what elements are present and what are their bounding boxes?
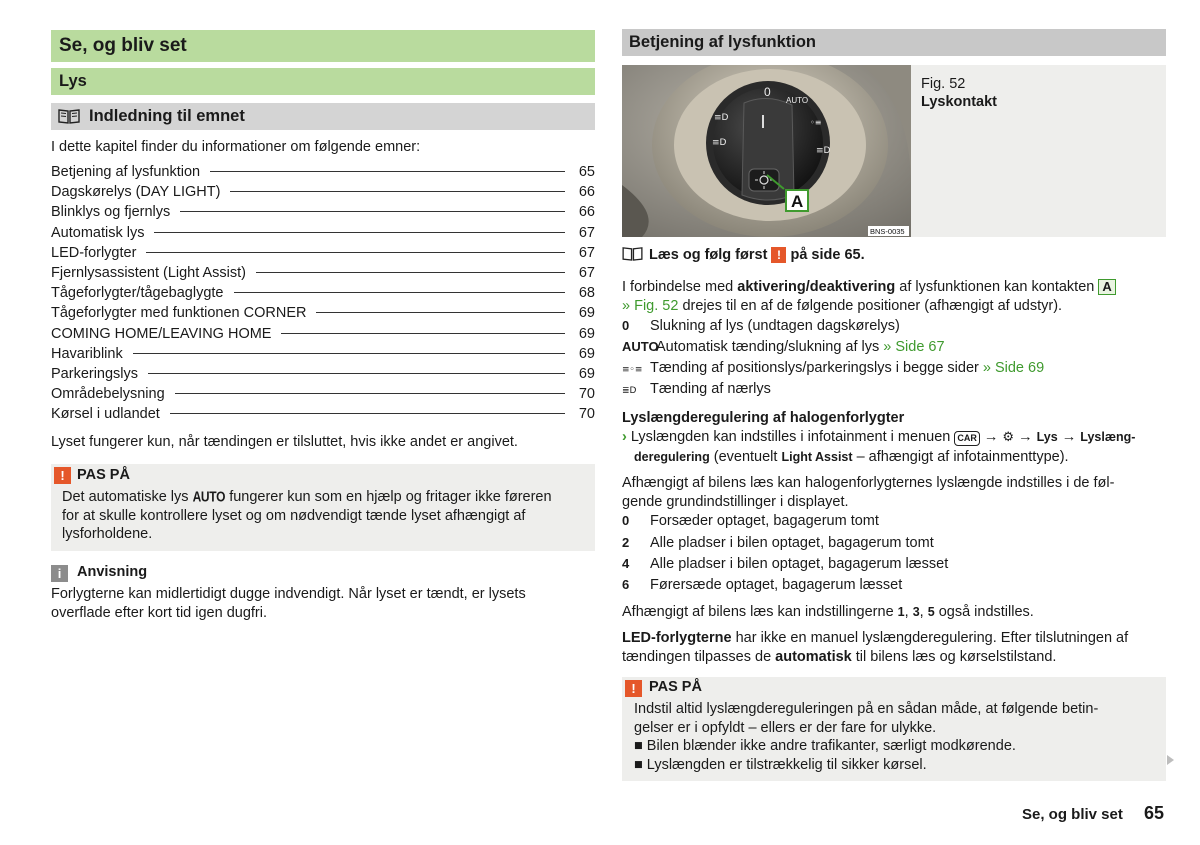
- extra-text: Afhængigt af bilens læs kan indstillingerne: [622, 604, 894, 620]
- position-key: 0: [622, 318, 630, 333]
- toc-entry[interactable]: [51, 346, 595, 366]
- extra-settings-paragraph: Afhængigt af bilens læs kan indstillingerne 1, 3, 5 også indstilles.: [622, 604, 1034, 620]
- toc-page: 67: [578, 244, 595, 261]
- toc-leader: [281, 333, 565, 334]
- menu-lyslaeng: Lyslæng-: [1080, 430, 1136, 444]
- setting-key: 4: [622, 556, 630, 571]
- figure-caption: [921, 75, 997, 111]
- info-line1: Forlygterne kan midlertidigt dugge indvendigt. Når lyset er tændt, er lysets: [51, 586, 526, 602]
- ignition-note: Lyset fungerer kun, når tændingen er tilsluttet, hvis ikke andet er angivet.: [51, 434, 518, 450]
- led-text1: har ikke en manuel lyslængderegulering. Efter tilslutningen af: [735, 630, 1129, 646]
- toc-page: 69: [578, 365, 595, 382]
- info-icon: i: [51, 565, 68, 582]
- fig52-link[interactable]: » Fig. 52: [622, 297, 679, 314]
- menu-text: Lyslængden kan indstilles i infotainment i menuen: [630, 429, 951, 445]
- toc-label: Automatisk lys: [51, 224, 145, 241]
- figure-title: Lyskontakt: [921, 94, 998, 110]
- toc-entry[interactable]: [51, 184, 595, 204]
- toc-leader: [175, 393, 565, 394]
- led-paragraph: [622, 629, 1166, 666]
- toc-label: Parkeringslys: [51, 365, 139, 382]
- toc-label: Dagskørelys (DAY LIGHT): [51, 184, 221, 201]
- setting-key: 2: [622, 535, 630, 550]
- menu-deregulering: deregulering: [634, 449, 710, 464]
- switch-position-item: [622, 381, 771, 397]
- setting-key: 0: [622, 513, 630, 528]
- toc-page: 67: [578, 224, 595, 241]
- table-of-contents: [51, 164, 595, 426]
- position-key: AUTO: [622, 339, 659, 354]
- read-first-warning-icon: !: [771, 247, 786, 263]
- toc-page: 67: [578, 264, 595, 281]
- info-line2: overflade efter kort tid igen dugfri.: [51, 604, 268, 621]
- warning-text: [634, 700, 1162, 774]
- rw-line1: Indstil altid lyslængdereguleringen på en sådan måde, at følgende betin-: [634, 701, 1099, 717]
- extra-suffix: også indstilles.: [938, 604, 1034, 620]
- toc-label: Tågeforlygter/tågebaglygte: [51, 285, 224, 302]
- p1-a: I forbindelse med: [622, 279, 734, 295]
- menu-instruction: › Lyslængden kan indstilles i infotainment i menuen CAR → ⚙ → Lys → Lyslæng- deregulering (eventuelt Light Assist – afhængigt af infotainmenttype).: [622, 429, 1136, 465]
- auto-keyword: AUTO: [192, 488, 226, 506]
- led-text2: tændingen tilpasses de: [622, 648, 772, 665]
- menu-lys: Lys: [1036, 430, 1058, 444]
- p1-bold: aktivering/deaktivering: [737, 279, 896, 295]
- led-text3: til bilens læs og kørselstilstand.: [855, 648, 1057, 665]
- subsection-heading: Indledning til emnet: [89, 107, 245, 125]
- toc-leader: [180, 211, 565, 212]
- footer-page-number: 65: [1144, 803, 1165, 823]
- setting-text: Forsæder optaget, bagagerum tomt: [650, 513, 879, 529]
- warning-text-b: fungerer kun som en hjælp og fritager ikke føreren: [229, 489, 552, 505]
- footer-section: Se, og bliv set: [1022, 806, 1123, 823]
- range-setting-item: [622, 577, 902, 593]
- position-text: Slukning af lys (undtagen dagskørelys): [650, 318, 900, 334]
- led-bold2: automatisk: [775, 648, 852, 665]
- step-arrow-icon: ›: [622, 429, 627, 445]
- info-text: [51, 585, 595, 622]
- warning-icon: !: [54, 467, 71, 484]
- book-icon: [58, 108, 80, 124]
- light-switch-image: [622, 65, 911, 237]
- section-heading-bar: [51, 68, 595, 95]
- switch-pos-auto: AUTO: [786, 96, 809, 105]
- toc-leader: [256, 272, 565, 273]
- function-heading: Betjening af lysfunktion: [629, 33, 817, 51]
- toc-entry[interactable]: [51, 225, 595, 245]
- rw-line2: gelser er i opfyldt – ellers er der fare for ulykke.: [634, 719, 937, 736]
- toc-entry[interactable]: [51, 265, 595, 285]
- toc-page: 66: [578, 204, 595, 221]
- menu-suffix: – afhængigt af infotainmenttype).: [856, 448, 1069, 465]
- warning-box: [51, 464, 595, 551]
- warning-title: PAS PÅ: [77, 467, 130, 483]
- settings-gear-icon: ⚙: [1002, 430, 1015, 445]
- position-text: Automatisk tænding/slukning af lys: [656, 339, 880, 355]
- toc-label: Tågeforlygter med funktionen CORNER: [51, 305, 307, 322]
- switch-position-item: [622, 318, 900, 334]
- chapter-heading-bar: [51, 30, 595, 62]
- switch-pos-0: 0: [764, 85, 771, 99]
- switch-position-item: [622, 360, 1044, 376]
- read-first-text: Læs og følg først: [649, 247, 768, 263]
- toc-leader: [154, 232, 565, 233]
- control-a-label: A: [1098, 279, 1115, 295]
- setting-5: 5: [927, 605, 935, 619]
- toc-leader: [210, 171, 565, 172]
- setting-text: Alle pladser i bilen optaget, bagagerum tomt: [650, 535, 934, 551]
- svg-text:≡D: ≡D: [714, 113, 729, 123]
- setting-key: 6: [622, 577, 630, 592]
- toc-entry[interactable]: [51, 386, 595, 406]
- rw-bullet1: ■ Bilen blænder ikke andre trafikanter, særligt modkørende.: [634, 738, 1016, 754]
- intro-text: I dette kapitel finder du informationer om følgende emner:: [51, 139, 421, 155]
- toc-leader: [170, 413, 565, 414]
- warning-text: [62, 488, 590, 544]
- toc-page: 70: [578, 406, 595, 423]
- section-heading: Lys: [59, 72, 87, 90]
- load-line2: gende grundindstillinger i displayet.: [622, 493, 849, 510]
- warning-text-line3: lysforholdene.: [62, 526, 153, 542]
- toc-page: 69: [578, 325, 595, 342]
- p1-rest: drejes til en af de følgende positioner (afhængigt af udstyr).: [682, 297, 1063, 314]
- toc-leader: [148, 373, 565, 374]
- chapter-heading: Se, og bliv set: [59, 35, 187, 56]
- toc-page: 70: [578, 386, 595, 403]
- toc-entry[interactable]: [51, 305, 595, 325]
- warning-text-line2: for at skulle kontrollere lyset og om nødvendigt tænde lyset afhængigt af: [62, 507, 526, 524]
- toc-leader: [316, 312, 565, 313]
- activation-paragraph: [622, 278, 1166, 315]
- toc-entry[interactable]: [51, 366, 595, 386]
- setting-text: Førersæde optaget, bagagerum læsset: [650, 577, 903, 593]
- toc-leader: [234, 292, 566, 293]
- toc-entry[interactable]: [51, 326, 595, 346]
- car-key-icon: CAR: [954, 431, 980, 446]
- toc-label: Kørsel i udlandet: [51, 406, 160, 423]
- setting-text: Alle pladser i bilen optaget, bagagerum læsset: [650, 556, 949, 572]
- range-setting-item: [622, 556, 948, 572]
- load-line1: Afhængigt af bilens læs kan halogenforlygternes lyslængde indstilles i de føl-: [622, 475, 1115, 491]
- toc-leader: [230, 191, 565, 192]
- read-first-line: [622, 246, 1166, 265]
- toc-page: 65: [578, 164, 595, 180]
- setting-1: 1: [897, 605, 905, 619]
- toc-entry[interactable]: [51, 204, 595, 224]
- p1-c: af lysfunktionen kan kontakten: [899, 279, 1095, 295]
- svg-text:≡D: ≡D: [816, 146, 831, 156]
- position-text: Tænding af positionslys/parkeringslys i begge sider: [650, 360, 979, 376]
- switch-position-item: [622, 339, 945, 355]
- function-heading-bar: [622, 29, 1166, 56]
- toc-entry[interactable]: [51, 285, 595, 305]
- right-warning-box: [622, 677, 1166, 781]
- subsection-heading-bar: [51, 103, 595, 130]
- read-first-suffix: på side 65.: [790, 247, 865, 263]
- position-text: Tænding af nærlys: [650, 381, 771, 397]
- menu-light-assist: Light Assist: [781, 449, 853, 464]
- figure-code: BNS-0035: [870, 227, 905, 236]
- toc-label: Blinklys og fjernlys: [51, 204, 171, 221]
- toc-entry[interactable]: [51, 406, 595, 426]
- range-setting-item: [622, 535, 934, 551]
- info-title: Anvisning: [77, 564, 148, 580]
- toc-label: COMING HOME/LEAVING HOME: [51, 325, 272, 342]
- toc-page: 66: [578, 184, 595, 201]
- toc-page: 69: [578, 305, 595, 322]
- toc-label: Havariblink: [51, 345, 123, 362]
- warning-text-a: Det automatiske lys: [62, 489, 189, 505]
- toc-entry[interactable]: [51, 245, 595, 265]
- position-link[interactable]: » Side 67: [883, 339, 945, 355]
- menu-eventuelt: (eventuelt: [713, 448, 778, 465]
- toc-label: Betjening af lysfunktion: [51, 164, 201, 180]
- figure-callout-a: A: [791, 192, 804, 211]
- led-bold: LED-forlygterne: [622, 630, 732, 646]
- rw-bullet2: ■ Lyslængden er tilstrækkelig til sikker kørsel.: [634, 756, 927, 773]
- toc-page: 69: [578, 345, 595, 362]
- svg-text:◦≡: ◦≡: [810, 118, 822, 127]
- halogen-subheading: Lyslængderegulering af halogenforlygter: [622, 410, 905, 426]
- range-setting-item: [622, 513, 879, 529]
- position-key: ≡◦≡: [622, 365, 643, 375]
- position-key: ≣D: [622, 386, 637, 396]
- warning-title: PAS PÅ: [649, 679, 702, 695]
- toc-label: Fjernlysassistent (Light Assist): [51, 264, 247, 281]
- toc-entry[interactable]: [51, 164, 595, 184]
- position-link[interactable]: » Side 69: [982, 360, 1045, 376]
- toc-leader: [146, 252, 565, 253]
- warning-icon: !: [625, 680, 642, 697]
- toc-label: Områdebelysning: [51, 386, 165, 403]
- toc-label: LED-forlygter: [51, 244, 137, 261]
- figure-box: [622, 65, 1166, 237]
- toc-page: 68: [578, 285, 595, 302]
- book-icon: [622, 246, 643, 261]
- load-paragraph: [622, 474, 1166, 511]
- svg-text:≡D: ≡D: [712, 138, 727, 148]
- figure-number: Fig. 52: [921, 76, 966, 92]
- toc-leader: [133, 353, 565, 354]
- next-page-icon: [1167, 755, 1174, 765]
- setting-3: 3: [912, 605, 920, 619]
